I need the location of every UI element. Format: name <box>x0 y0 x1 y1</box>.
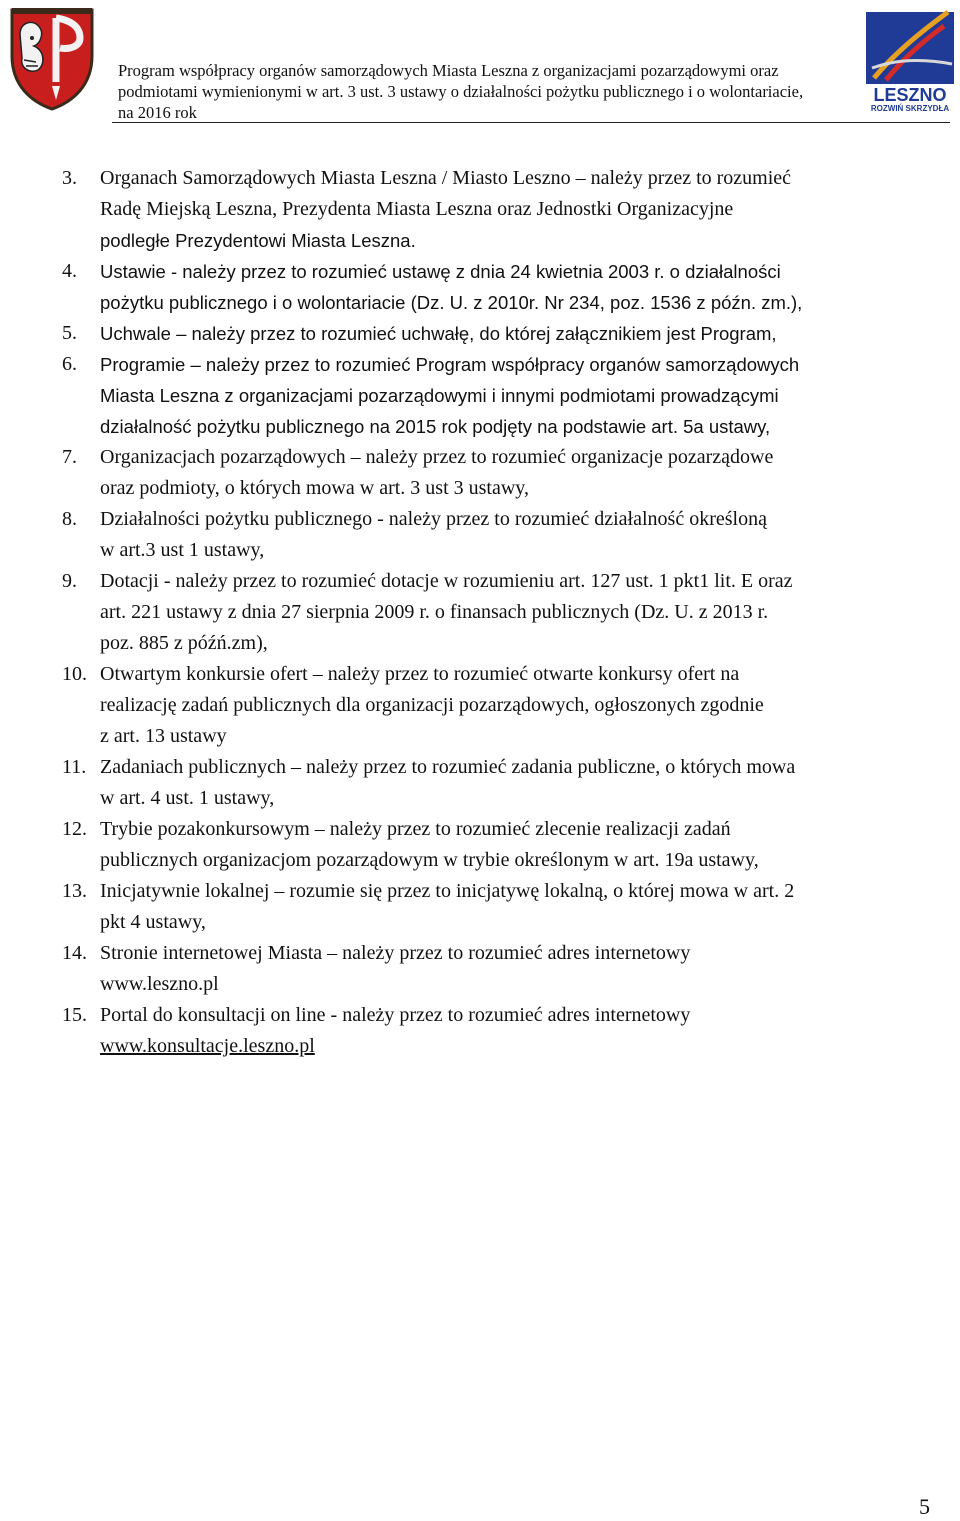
consultation-portal-link[interactable]: www.konsultacje.leszno.pl <box>100 1035 315 1057</box>
definition-item-8 <box>62 504 926 566</box>
item-number: 14. <box>62 942 87 964</box>
definition-item-13 <box>62 876 926 938</box>
definition-item-3 <box>62 163 926 256</box>
item-text: Zadaniach publicznych – należy przez to rozumieć zadania publiczne, o których mowa w art. 4 ust. 1 ustawy, <box>100 756 796 809</box>
item-text: Stronie internetowej Miasta – należy przez to rozumieć adres internetowy www.leszno.pl <box>100 938 926 1000</box>
item-number: 5. <box>62 322 77 344</box>
item-number: 8. <box>62 508 77 530</box>
page-header <box>0 0 960 126</box>
logo-wordmark: LESZNO <box>873 85 947 105</box>
definition-item-14 <box>62 938 926 1000</box>
item-text: Organach Samorządowych Miasta Leszna / Miasto Leszno – należy przez to rozumieć Radę Miejską Leszna, Prezydenta Miasta Leszna oraz Jednostki Organizacyjne podległe Prezydentowi Miasta Leszna. <box>100 167 792 251</box>
item-number: 9. <box>62 570 77 592</box>
item-number: 10. <box>62 663 87 685</box>
item-number: 7. <box>62 446 77 468</box>
definition-item-4 <box>62 256 926 318</box>
item-text: Ustawie - należy przez to rozumieć ustawę z dnia 24 kwietnia 2003 r. o działalności pożytku publicznego i o wolontariacie (Dz. U. z 2010r. Nr 234, poz. 1536 z późn. zm.), <box>100 261 803 313</box>
item-number: 6. <box>62 353 77 375</box>
definitions-list <box>62 163 926 1062</box>
item-text: Otwartym konkursie ofert – należy przez to rozumieć otwarte konkursy ofert na realizację zadań publicznych dla organizacji pozarządowych, ogłoszonych zgodnie z art. 13 ustawy <box>100 663 764 747</box>
item-text: Portal do konsultacji on line - należy przez to rozumieć adres internetowy www.konsultacje.leszno.pl <box>100 1004 691 1057</box>
definition-item-15 <box>62 1000 926 1062</box>
definition-item-5 <box>62 318 926 349</box>
item-number: 3. <box>62 167 77 189</box>
item-text: Programie – należy przez to rozumieć Program współpracy organów samorządowych Miasta Leszna z organizacjami pozarządowymi i innymi podmiotami prowadzącymi działalność pożytku publicznego na 2015 rok podjęty na podstawie art. 5a ustawy, <box>100 354 800 437</box>
website-address: www.leszno.pl <box>100 973 219 995</box>
item-text: Uchwale – należy przez to rozumieć uchwałę, do której załącznikiem jest Program, <box>100 323 777 344</box>
item-text: Trybie pozakonkursowym – należy przez to rozumieć zlecenie realizacji zadań publicznych organizacjom pozarządowym w trybie określonym w art. 19a ustawy, <box>100 818 759 871</box>
definition-item-12 <box>62 814 926 876</box>
document-header-title: Program współpracy organów samorządowych Miasta Leszna z organizacjami pozarządowymi oraz podmiotami wymienionymi w art. 3 ust. 3 ustawy o działalności pożytku publicznego i o wolontariacie, na 2016 rok <box>118 61 804 122</box>
definition-item-6 <box>62 349 926 442</box>
item-number: 12. <box>62 818 87 840</box>
item-number: 4. <box>62 260 77 282</box>
definition-item-11 <box>62 752 926 814</box>
item-text: Inicjatywnie lokalnej – rozumie się przez to inicjatywę lokalną, o której mowa w art. 2 pkt 4 ustawy, <box>100 880 795 933</box>
header-divider <box>112 122 950 123</box>
item-number: 13. <box>62 880 87 902</box>
definition-item-9 <box>62 566 926 659</box>
item-text: Działalności pożytku publicznego - należy przez to rozumieć działalność określoną w art.3 ust 1 ustawy, <box>100 508 767 561</box>
item-number: 15. <box>62 1004 87 1026</box>
leszno-brand-logo <box>864 8 956 112</box>
logo-tagline: ROZWIŃ SKRZYDŁA <box>870 104 950 112</box>
definition-item-7 <box>62 442 926 504</box>
definition-item-10 <box>62 659 926 752</box>
item-text: Organizacjach pozarządowych – należy przez to rozumieć organizacje pozarządowe oraz podmioty, o których mowa w art. 3 ust 3 ustawy, <box>100 446 774 499</box>
item-number: 11. <box>62 756 87 778</box>
item-text: Dotacji - należy przez to rozumieć dotacje w rozumieniu art. 127 ust. 1 pkt1 lit. E oraz art. 221 ustawy z dnia 27 sierpnia 2009 r. o finansach publicznych (Dz. U. z 2013 r. poz. 885 z późń.zm), <box>100 570 793 654</box>
page-number: 5 <box>919 1494 930 1519</box>
leszno-coat-of-arms-logo <box>4 4 100 112</box>
